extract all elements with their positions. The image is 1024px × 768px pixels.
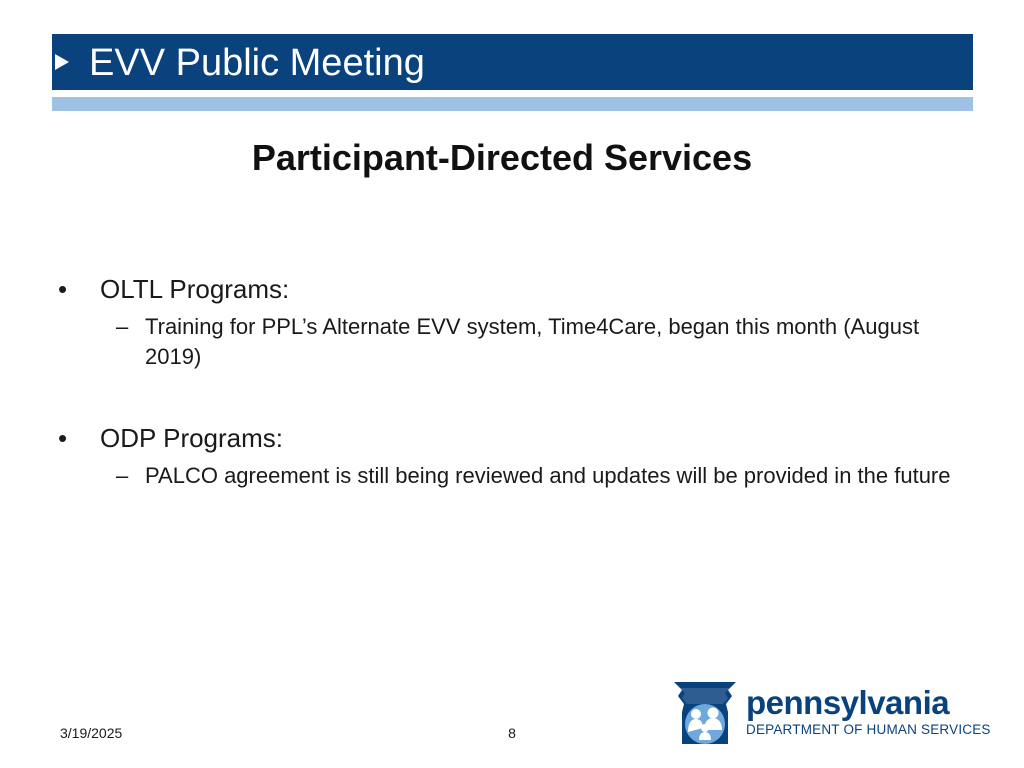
bullet-dot: •	[58, 274, 68, 304]
footer-date: 3/19/2025	[60, 725, 123, 741]
arrow-icon	[55, 54, 69, 70]
keystone-family-icon	[672, 682, 738, 744]
bullet-dot: •	[58, 423, 68, 453]
logo-wordmark: pennsylvania	[746, 684, 950, 721]
logo-department: DEPARTMENT OF HUMAN SERVICES	[746, 722, 991, 737]
header-stripe	[52, 97, 973, 111]
sub-bullet-dash: –	[116, 463, 129, 488]
pennsylvania-dhs-logo	[672, 682, 991, 746]
page-number: 8	[508, 725, 516, 741]
sub-bullet-dash: –	[116, 314, 129, 339]
slide-title: Participant-Directed Services	[251, 137, 753, 178]
header-bar	[52, 34, 973, 90]
bullet-label: OLTL Programs:	[100, 274, 290, 304]
sub-bullet-text: PALCO agreement is still being reviewed and updates will be provided in the future	[145, 463, 951, 488]
bullet-label: ODP Programs:	[100, 423, 284, 453]
header-title: EVV Public Meeting	[89, 42, 425, 84]
sub-bullet-text: Training for PPL’s Alternate EVV system, Time4Care, began this month (August 2019)	[145, 314, 920, 369]
